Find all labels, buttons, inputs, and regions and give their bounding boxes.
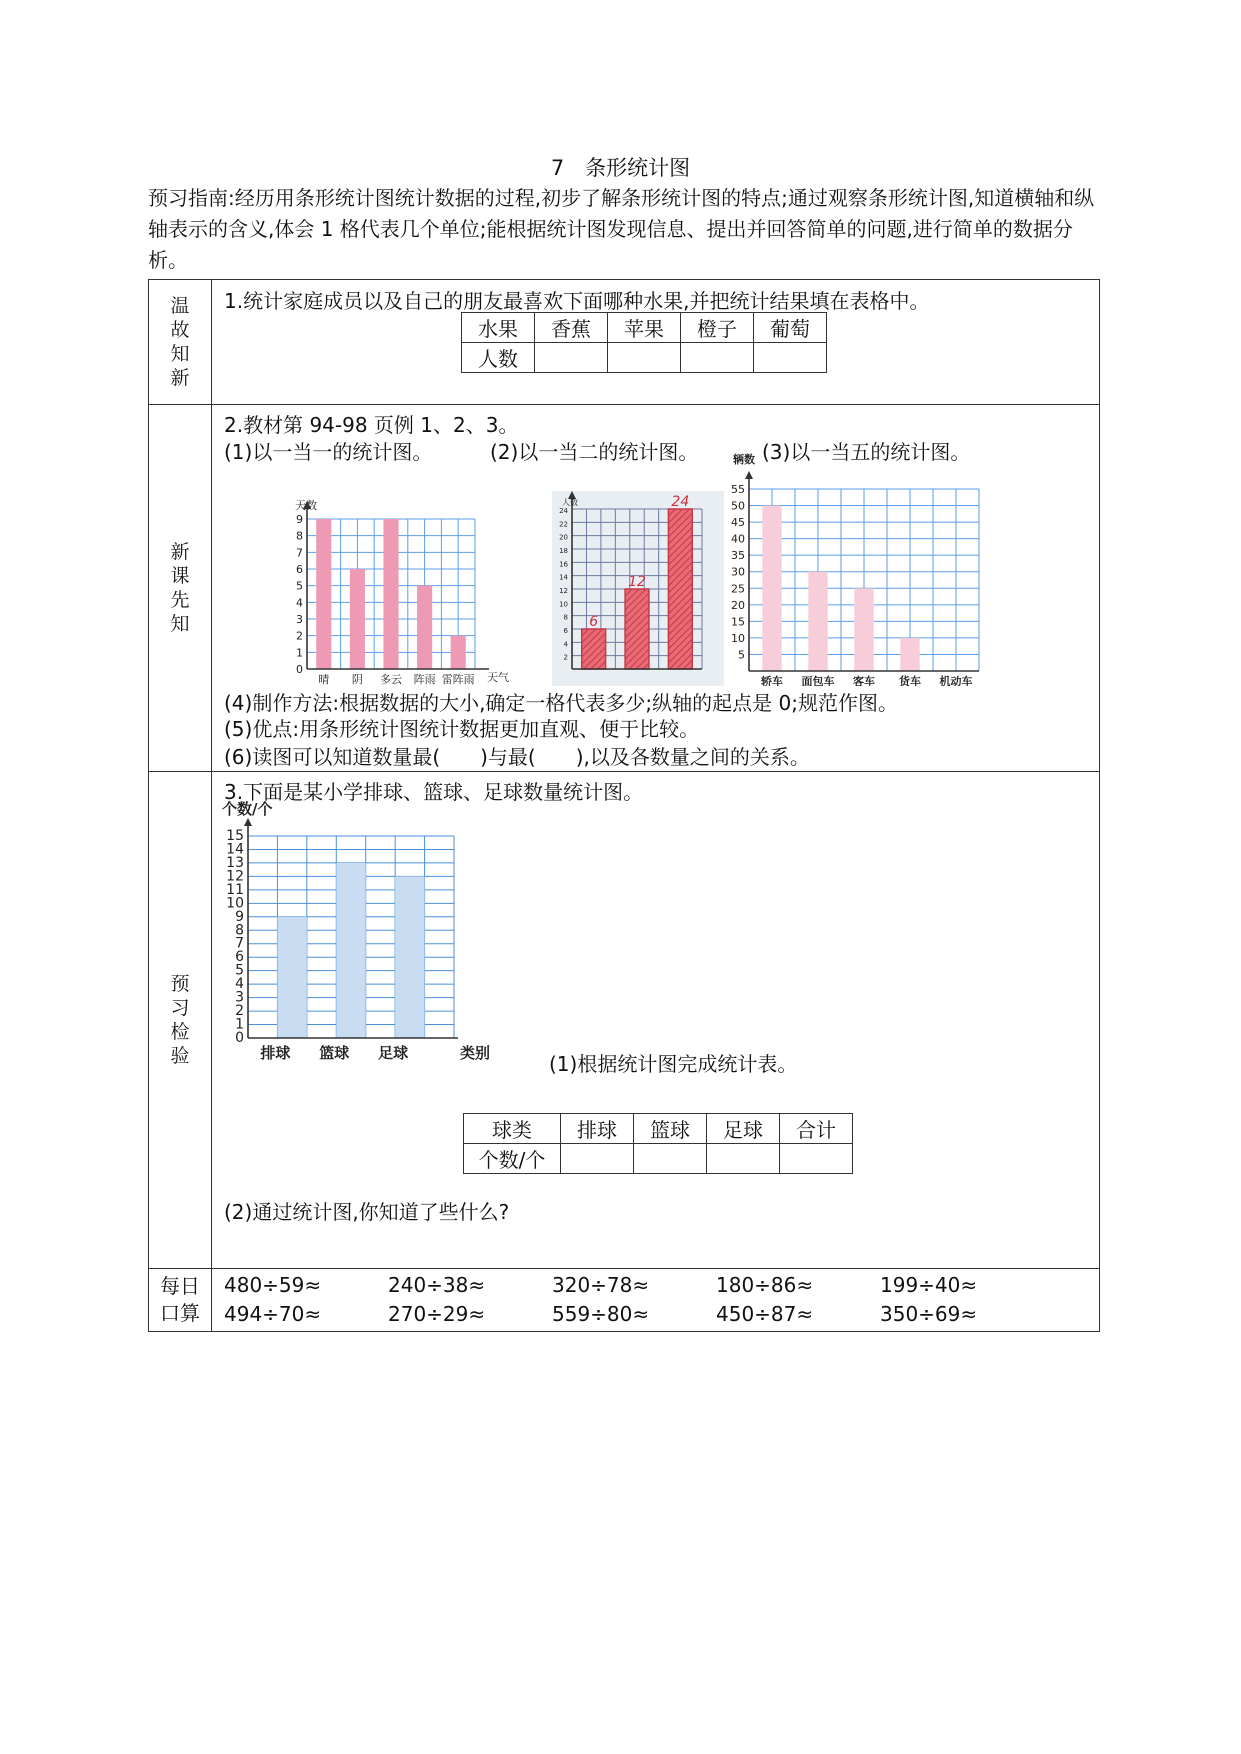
ball-table-header: 合计 xyxy=(780,1114,853,1144)
y-tick-label: 3 xyxy=(296,613,303,626)
y-tick-label: 18 xyxy=(559,547,568,555)
review-cell xyxy=(212,280,1100,405)
point-5: (5)优点:用条形统计图统计数据更加直观、便于比较。 xyxy=(224,717,700,741)
y-tick-label: 20 xyxy=(559,533,568,542)
oral-item: 199÷40≈ xyxy=(880,1273,978,1297)
chart-people xyxy=(552,491,724,686)
chart-bar xyxy=(582,629,606,669)
y-tick-label: 5 xyxy=(738,648,745,662)
y-tick-label: 1 xyxy=(296,646,303,660)
check-cell xyxy=(212,772,1100,1269)
y-tick-label: 24 xyxy=(559,507,568,515)
page-title: 7 条形统计图 xyxy=(550,156,691,180)
sub-2: (2)以一当二的统计图。 xyxy=(490,440,699,464)
y-tick-label: 8 xyxy=(296,529,303,543)
fruit-table-header: 苹果 xyxy=(608,313,681,343)
chart-bar xyxy=(350,569,365,669)
fruit-count-cell[interactable] xyxy=(608,343,681,373)
x-category-label: 排球 xyxy=(260,1044,291,1062)
x-category-label: 阴 xyxy=(351,673,363,686)
y-tick-label: 7 xyxy=(296,546,303,560)
y-tick-label: 25 xyxy=(731,582,745,596)
sub-1: (1)以一当一的统计图。 xyxy=(224,440,433,464)
x-category-label: 客车 xyxy=(853,675,875,686)
oral-item: 559÷80≈ xyxy=(552,1302,650,1326)
y-axis-arrow xyxy=(745,471,753,479)
section-label-check: 预习检验 xyxy=(149,772,212,1269)
chart-bar xyxy=(417,586,432,669)
y-tick-label: 2 xyxy=(296,629,303,643)
y-tick-label: 10 xyxy=(731,631,745,645)
y-tick-label: 8 xyxy=(563,613,568,622)
section-label-preview: 新课先知 xyxy=(149,405,212,772)
y-tick-label: 20 xyxy=(731,598,745,612)
x-category-label: 多云 xyxy=(380,673,402,686)
check-sub-1: (1)根据统计图完成统计表。 xyxy=(549,1052,798,1076)
ball-table-header: 篮球 xyxy=(634,1114,707,1144)
y-tick-label: 8 xyxy=(235,922,244,939)
chart-bar xyxy=(854,588,873,671)
y-tick-label: 5 xyxy=(296,579,303,593)
fruit-table-header: 橙子 xyxy=(681,313,754,343)
oral-item: 494÷70≈ xyxy=(224,1302,322,1326)
ball-count-cell[interactable] xyxy=(561,1144,634,1174)
y-tick-label: 12 xyxy=(226,868,244,885)
chart-balls xyxy=(220,800,510,1062)
preview-guide: 预习指南:经历用条形统计图统计数据的过程,初步了解条形统计图的特点;通过观察条形统计图,知道横轴和纵轴表示的含义,体会 1 格代表几个单位;能根据统计图发现信息、提出并回答简单的问题,进行简单的数据分析。 xyxy=(148,186,1095,272)
chart-bar xyxy=(395,876,424,1038)
y-tick-label: 15 xyxy=(731,615,745,629)
chart-vehicles xyxy=(727,451,1017,686)
fruit-table xyxy=(461,312,827,373)
y-tick-label: 9 xyxy=(296,513,303,526)
y-tick-label: 12 xyxy=(559,587,568,595)
ball-count-cell[interactable] xyxy=(707,1144,780,1174)
x-category-label: 足球 xyxy=(378,1044,409,1062)
chart-bar xyxy=(762,506,781,671)
chart-bar xyxy=(383,519,398,669)
chart-bar xyxy=(808,572,827,671)
question-2: 2.教材第 94-98 页例 1、2、3。 xyxy=(224,413,519,437)
x-category-label: 阵雨 xyxy=(413,673,436,686)
worksheet-table xyxy=(148,279,1100,1332)
y-tick-label: 4 xyxy=(235,976,244,993)
oral-item: 180÷86≈ xyxy=(716,1273,814,1297)
oral-item: 270÷29≈ xyxy=(388,1302,486,1326)
chart-bar xyxy=(277,917,306,1038)
chart-bar xyxy=(316,519,331,669)
y-tick-label: 35 xyxy=(731,549,745,563)
question-3: 3.下面是某小学排球、篮球、足球数量统计图。 xyxy=(224,780,644,804)
y-tick-label: 4 xyxy=(296,596,303,610)
ball-count-cell[interactable] xyxy=(634,1144,707,1174)
ball-table-header: 球类 xyxy=(464,1114,561,1144)
y-tick-label: 55 xyxy=(731,483,745,496)
y-tick-label: 22 xyxy=(559,520,568,529)
y-tick-label: 6 xyxy=(563,627,568,635)
ball-table-header: 足球 xyxy=(707,1114,780,1144)
fruit-table-header: 葡萄 xyxy=(754,313,827,343)
y-tick-label: 11 xyxy=(226,881,244,898)
section-label-oral: 每日口算 xyxy=(149,1269,212,1332)
x-category-label: 晴 xyxy=(318,673,330,686)
y-tick-label: 4 xyxy=(563,640,568,649)
oral-item: 350÷69≈ xyxy=(880,1302,978,1326)
y-tick-label: 9 xyxy=(235,908,244,925)
x-category-label: 机动车 xyxy=(939,675,973,686)
y-axis-label: 天数 xyxy=(295,499,317,512)
y-tick-label: 5 xyxy=(235,962,244,979)
oral-item: 240÷38≈ xyxy=(388,1273,486,1297)
y-tick-label: 30 xyxy=(731,565,745,579)
chart-bar xyxy=(336,863,365,1038)
y-tick-label: 10 xyxy=(559,600,568,609)
ball-table-row-label: 个数/个 xyxy=(464,1144,561,1174)
fruit-table-header: 水果 xyxy=(462,313,535,343)
y-tick-label: 2 xyxy=(235,1003,244,1020)
chart-weather-days xyxy=(287,491,517,686)
ball-table-header: 排球 xyxy=(561,1114,634,1144)
preview-cell xyxy=(212,405,1100,772)
data-label: 12 xyxy=(628,574,646,590)
data-label: 6 xyxy=(589,614,599,630)
section-label-review: 温故知新 xyxy=(149,280,212,405)
x-category-label: 雷阵雨 xyxy=(441,673,475,686)
fruit-count-cell[interactable] xyxy=(681,343,754,373)
fruit-table-row-label: 人数 xyxy=(462,343,535,373)
point-6: (6)读图可以知道数量最( )与最( ),以及各数量之间的关系。 xyxy=(224,745,810,769)
x-category-label: 面包车 xyxy=(801,675,835,686)
fruit-table-header: 香蕉 xyxy=(535,313,608,343)
oral-item: 320÷78≈ xyxy=(552,1273,650,1297)
x-category-label: 篮球 xyxy=(319,1044,350,1062)
x-category-label: 货车 xyxy=(899,675,921,686)
x-axis-label: 天气 xyxy=(487,671,509,684)
y-axis-arrow xyxy=(244,818,252,826)
y-axis-label: 个数/个 xyxy=(222,800,273,818)
oral-cell xyxy=(212,1269,1100,1332)
y-tick-label: 45 xyxy=(731,516,745,530)
y-tick-label: 16 xyxy=(559,560,568,569)
y-tick-label: 10 xyxy=(226,895,244,912)
y-tick-label: 6 xyxy=(296,563,303,576)
y-tick-label: 7 xyxy=(235,935,244,952)
fruit-count-cell[interactable] xyxy=(754,343,827,373)
question-1: 1.统计家庭成员以及自己的朋友最喜欢下面哪种水果,并把统计结果填在表格中。 xyxy=(224,289,930,313)
sub-3: (3)以一当五的统计图。 xyxy=(762,440,971,464)
fruit-count-cell[interactable] xyxy=(535,343,608,373)
y-tick-label: 2 xyxy=(563,653,568,662)
y-tick-label: 0 xyxy=(296,663,303,676)
oral-grid xyxy=(212,1269,1099,1331)
y-tick-label: 1 xyxy=(235,1016,244,1033)
y-tick-label: 14 xyxy=(226,841,244,858)
chart-bar xyxy=(625,589,649,669)
y-tick-label: 14 xyxy=(559,573,568,582)
ball-count-cell[interactable] xyxy=(780,1144,853,1174)
ball-table xyxy=(463,1113,853,1174)
y-axis-label: 人数 xyxy=(562,498,578,507)
y-tick-label: 40 xyxy=(731,532,745,546)
x-category-label: 轿车 xyxy=(761,675,783,686)
y-tick-label: 15 xyxy=(226,828,244,844)
y-tick-label: 13 xyxy=(226,854,244,871)
chart-bar xyxy=(451,636,466,669)
oral-item: 450÷87≈ xyxy=(716,1302,814,1326)
y-tick-label: 50 xyxy=(731,499,745,513)
oral-item: 480÷59≈ xyxy=(224,1273,322,1297)
y-tick-label: 0 xyxy=(235,1030,244,1046)
check-sub-2: (2)通过统计图,你知道了些什么? xyxy=(224,1200,510,1224)
y-axis-label: 辆数 xyxy=(733,453,755,466)
chart-bar xyxy=(900,638,919,671)
data-label: 24 xyxy=(671,494,690,510)
x-axis-label: 类别 xyxy=(460,1044,491,1062)
point-4: (4)制作方法:根据数据的大小,确定一格代表多少;纵轴的起点是 0;规范作图。 xyxy=(224,691,898,715)
y-tick-label: 3 xyxy=(235,989,244,1006)
y-tick-label: 6 xyxy=(235,949,244,966)
